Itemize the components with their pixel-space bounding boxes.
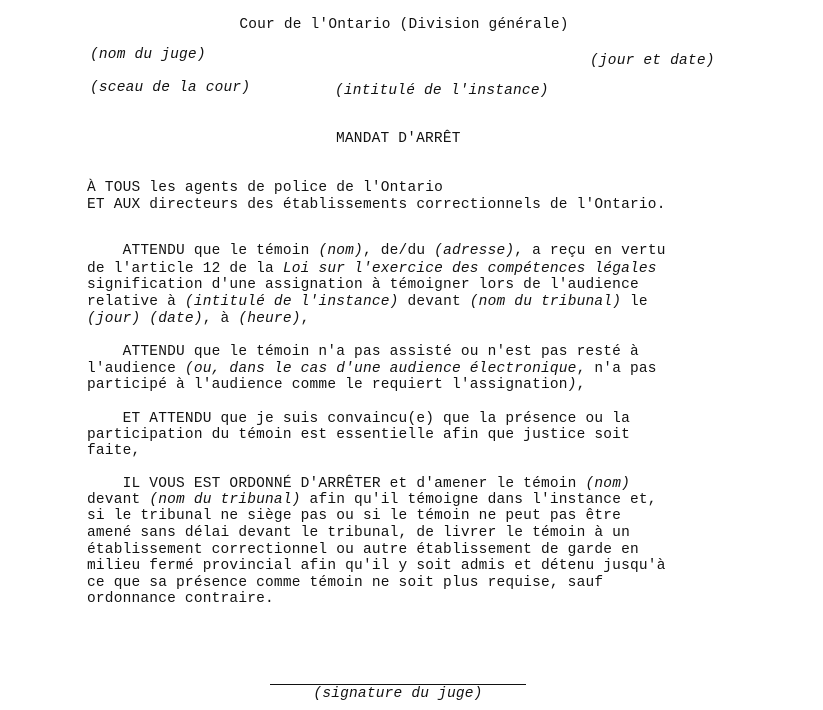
text-run: , de/du bbox=[362, 243, 435, 259]
paragraph-line bbox=[87, 525, 630, 541]
paragraph-line bbox=[87, 277, 639, 293]
placeholder-run: (heure) bbox=[238, 311, 301, 327]
paragraph-line bbox=[87, 261, 657, 277]
text-run: l'audience bbox=[87, 361, 185, 377]
paragraph-line bbox=[87, 427, 630, 443]
text-run: établissement correctionnel ou autre établissement de garde en bbox=[87, 542, 639, 558]
text-run: , a reçu en vertu bbox=[514, 243, 666, 259]
placeholder-run: (nom du tribunal) bbox=[469, 294, 622, 310]
text-run: IL VOUS EST ORDONNÉ D'ARRÊTER et d'amener le témoin bbox=[87, 476, 586, 492]
placeholder-run: (ou, dans le cas d'une audience électronique bbox=[184, 361, 577, 377]
judge-signature-label: (signature du juge) bbox=[313, 686, 483, 702]
addressee-line: À TOUS les agents de police de l'Ontario bbox=[87, 180, 444, 196]
text-run: ATTENDU que le témoin bbox=[87, 243, 319, 259]
text-run: ET ATTENDU que je suis convaincu(e) que la présence ou la bbox=[87, 411, 630, 427]
paragraph-line bbox=[87, 476, 630, 492]
text-run: , bbox=[300, 311, 310, 327]
paragraph-line bbox=[87, 492, 657, 508]
statute-name: Loi sur l'exercice des compétences légales bbox=[282, 261, 657, 277]
case-title-placeholder: (intitulé de l'instance) bbox=[335, 83, 549, 99]
paragraph-line bbox=[87, 411, 630, 427]
addressee-line: ET AUX directeurs des établissements correctionnels de l'Ontario. bbox=[87, 197, 666, 213]
text-run: participé à l'audience comme le requiert l'assignation bbox=[87, 377, 568, 393]
text-run: faite, bbox=[87, 443, 141, 459]
text-run: , bbox=[576, 377, 586, 393]
text-run: amené sans délai devant le tribunal, de livrer le témoin à un bbox=[87, 525, 630, 541]
paragraph-line bbox=[87, 558, 666, 574]
placeholder-run: (nom) bbox=[318, 243, 363, 259]
judge-name-placeholder: (nom du juge) bbox=[90, 47, 206, 63]
text-run: signification d'une assignation à témoigner lors de l'audience bbox=[87, 277, 639, 293]
placeholder-run: (intitulé de l'instance) bbox=[184, 294, 399, 310]
text-run: le bbox=[621, 294, 648, 310]
text-run: ATTENDU que le témoin n'a pas assisté ou n'est pas resté à bbox=[87, 344, 639, 360]
paragraph-line bbox=[87, 311, 310, 327]
paragraph-line bbox=[87, 294, 648, 310]
paragraph-line bbox=[87, 508, 621, 524]
text-run: , n'a pas bbox=[576, 361, 657, 377]
placeholder-run: ) bbox=[567, 377, 577, 393]
court-heading: Cour de l'Ontario (Division générale) bbox=[239, 17, 569, 33]
placeholder-run: (jour) (date) bbox=[87, 311, 203, 327]
paragraph-line bbox=[87, 361, 657, 377]
placeholder-run: (nom du tribunal) bbox=[149, 492, 301, 508]
text-run: afin qu'il témoigne dans l'instance et, bbox=[300, 492, 657, 508]
paragraph-line bbox=[87, 344, 639, 360]
text-run: si le tribunal ne siège pas ou si le témoin ne peut pas être bbox=[87, 508, 622, 524]
text-run: participation du témoin est essentielle afin que justice soit bbox=[87, 427, 630, 443]
text-run: , à bbox=[202, 311, 239, 327]
paragraph-line bbox=[87, 591, 274, 607]
day-date-placeholder: (jour et date) bbox=[590, 53, 715, 69]
text-run: de l'article 12 de la bbox=[87, 261, 283, 277]
text-run: devant bbox=[398, 294, 470, 310]
text-run: devant bbox=[87, 492, 150, 508]
text-run: ordonnance contraire. bbox=[87, 591, 274, 607]
placeholder-run: (adresse) bbox=[434, 243, 515, 259]
paragraph-line bbox=[87, 243, 666, 259]
text-run: ce que sa présence comme témoin ne soit plus requise, sauf bbox=[87, 575, 604, 591]
paragraph-line bbox=[87, 542, 639, 558]
paragraph-line bbox=[87, 443, 140, 459]
paragraph-line bbox=[87, 575, 603, 591]
court-seal-placeholder: (sceau de la cour) bbox=[90, 80, 251, 96]
signature-rule bbox=[270, 684, 526, 685]
text-run: milieu fermé provincial afin qu'il y soit admis et détenu jusqu'à bbox=[87, 558, 666, 574]
placeholder-run: (nom) bbox=[585, 476, 630, 492]
document-title: MANDAT D'ARRÊT bbox=[336, 131, 461, 147]
paragraph-line bbox=[87, 377, 586, 393]
text-run: relative à bbox=[87, 294, 185, 310]
